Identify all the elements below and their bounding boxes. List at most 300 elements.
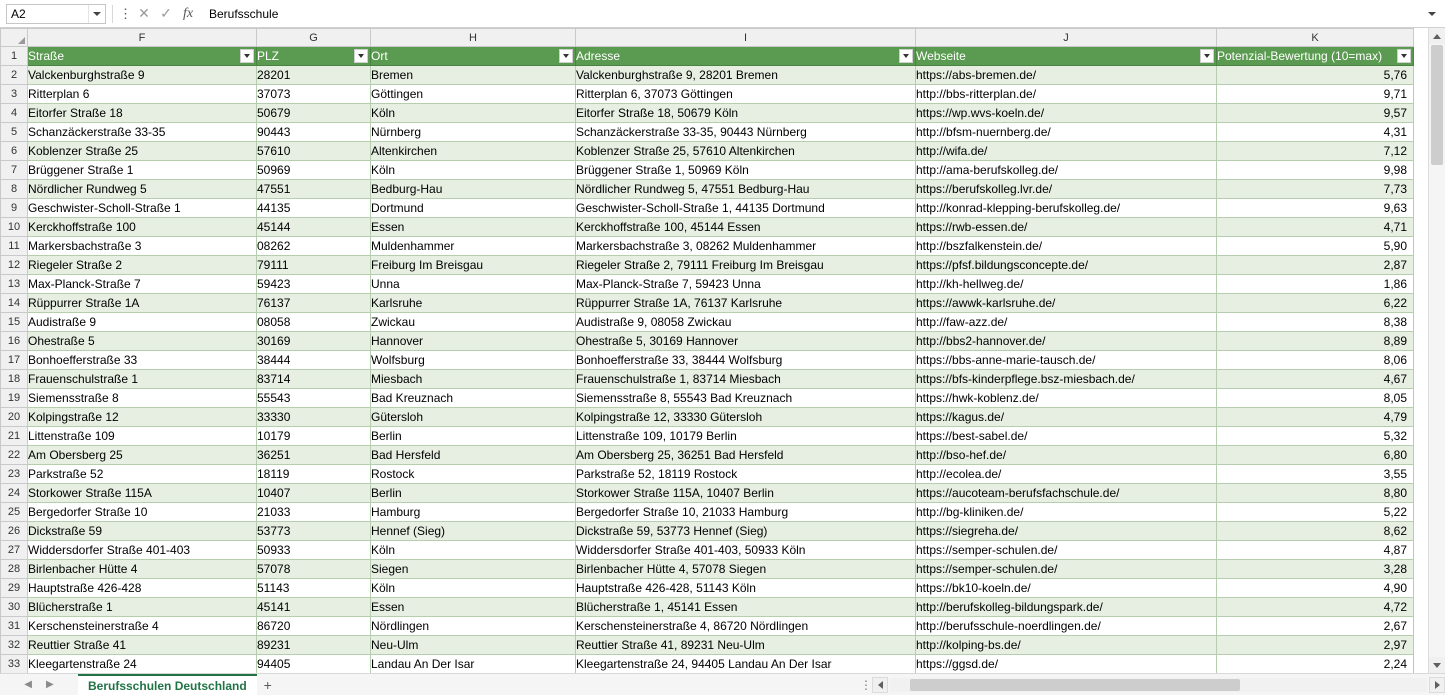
row-header-29[interactable]: 29 <box>1 579 28 598</box>
cell-ort[interactable]: Hannover <box>371 332 576 351</box>
expand-formula-bar-icon[interactable] <box>1423 3 1441 25</box>
filter-dropdown-icon[interactable] <box>240 49 254 63</box>
cell-potenzial-bewertung[interactable]: 2,87 <box>1217 256 1414 275</box>
table-row[interactable] <box>1 522 1414 541</box>
cell-potenzial-bewertung[interactable]: 5,32 <box>1217 427 1414 446</box>
row-header-33[interactable]: 33 <box>1 655 28 674</box>
cell-plz[interactable]: 18119 <box>257 465 371 484</box>
cell-adresse[interactable]: Dickstraße 59, 53773 Hennef (Sieg) <box>576 522 916 541</box>
table-row[interactable] <box>1 636 1414 655</box>
cell-strasse[interactable]: Blücherstraße 1 <box>28 598 257 617</box>
cell-webseite[interactable]: http://kh-hellweg.de/ <box>916 275 1217 294</box>
cell-adresse[interactable]: Eitorfer Straße 18, 50679 Köln <box>576 104 916 123</box>
cell-ort[interactable]: Landau An Der Isar <box>371 655 576 674</box>
cell-strasse[interactable]: Geschwister-Scholl-Straße 1 <box>28 199 257 218</box>
name-box-dropdown-icon[interactable] <box>88 5 105 23</box>
cell-webseite[interactable]: http://berufskolleg-bildungspark.de/ <box>916 598 1217 617</box>
cell-ort[interactable]: Bedburg-Hau <box>371 180 576 199</box>
row-header-14[interactable]: 14 <box>1 294 28 313</box>
cancel-edit-icon[interactable]: ✕ <box>138 5 150 21</box>
cell-strasse[interactable]: Kerschensteinerstraße 4 <box>28 617 257 636</box>
table-row[interactable] <box>1 66 1414 85</box>
cell-potenzial-bewertung[interactable]: 4,72 <box>1217 598 1414 617</box>
cell-strasse[interactable]: Rüppurrer Straße 1A <box>28 294 257 313</box>
cell-ort[interactable]: Zwickau <box>371 313 576 332</box>
cell-strasse[interactable]: Hauptstraße 426-428 <box>28 579 257 598</box>
row-header-22[interactable]: 22 <box>1 446 28 465</box>
cell-adresse[interactable]: Ritterplan 6, 37073 Göttingen <box>576 85 916 104</box>
cell-adresse[interactable]: Riegeler Straße 2, 79111 Freiburg Im Breisgau <box>576 256 916 275</box>
cell-plz[interactable]: 50969 <box>257 161 371 180</box>
table-row[interactable] <box>1 389 1414 408</box>
cell-adresse[interactable]: Littenstraße 109, 10179 Berlin <box>576 427 916 446</box>
cell-plz[interactable]: 08058 <box>257 313 371 332</box>
cell-potenzial-bewertung[interactable]: 3,55 <box>1217 465 1414 484</box>
header-webseite[interactable] <box>916 47 1217 66</box>
row-header-20[interactable]: 20 <box>1 408 28 427</box>
column-header-H[interactable]: H <box>371 29 576 47</box>
cell-ort[interactable]: Nördlingen <box>371 617 576 636</box>
cell-strasse[interactable]: Markersbachstraße 3 <box>28 237 257 256</box>
cell-webseite[interactable]: https://ggsd.de/ <box>916 655 1217 674</box>
cell-potenzial-bewertung[interactable]: 8,05 <box>1217 389 1414 408</box>
cell-webseite[interactable]: https://bbs-anne-marie-tausch.de/ <box>916 351 1217 370</box>
table-row[interactable] <box>1 104 1414 123</box>
row-header-31[interactable]: 31 <box>1 617 28 636</box>
filter-dropdown-icon[interactable] <box>1200 49 1214 63</box>
filter-dropdown-icon[interactable] <box>354 49 368 63</box>
cell-ort[interactable]: Neu-Ulm <box>371 636 576 655</box>
split-handle-icon[interactable]: ⋮ <box>860 678 872 692</box>
row-header-5[interactable]: 5 <box>1 123 28 142</box>
cell-plz[interactable]: 55543 <box>257 389 371 408</box>
cell-adresse[interactable]: Hauptstraße 426-428, 51143 Köln <box>576 579 916 598</box>
table-row[interactable] <box>1 161 1414 180</box>
confirm-edit-icon[interactable]: ✓ <box>160 5 172 21</box>
formula-input[interactable]: Berufsschule <box>205 4 1421 24</box>
cell-ort[interactable]: Essen <box>371 598 576 617</box>
cell-potenzial-bewertung[interactable]: 7,73 <box>1217 180 1414 199</box>
row-header-23[interactable]: 23 <box>1 465 28 484</box>
cell-plz[interactable]: 10407 <box>257 484 371 503</box>
cell-potenzial-bewertung[interactable]: 6,80 <box>1217 446 1414 465</box>
cell-adresse[interactable]: Am Obersberg 25, 36251 Bad Hersfeld <box>576 446 916 465</box>
cell-potenzial-bewertung[interactable]: 2,97 <box>1217 636 1414 655</box>
row-header-17[interactable]: 17 <box>1 351 28 370</box>
cell-adresse[interactable]: Geschwister-Scholl-Straße 1, 44135 Dortmund <box>576 199 916 218</box>
cell-ort[interactable]: Siegen <box>371 560 576 579</box>
column-header-K[interactable]: K <box>1217 29 1414 47</box>
cell-webseite[interactable]: https://rwb-essen.de/ <box>916 218 1217 237</box>
cell-strasse[interactable]: Bonhoefferstraße 33 <box>28 351 257 370</box>
table-row[interactable] <box>1 427 1414 446</box>
cell-adresse[interactable]: Audistraße 9, 08058 Zwickau <box>576 313 916 332</box>
cell-potenzial-bewertung[interactable]: 4,87 <box>1217 541 1414 560</box>
cell-potenzial-bewertung[interactable]: 7,12 <box>1217 142 1414 161</box>
header-strasse[interactable] <box>28 47 257 66</box>
cell-webseite[interactable]: http://ecolea.de/ <box>916 465 1217 484</box>
cell-strasse[interactable]: Kleegartenstraße 24 <box>28 655 257 674</box>
cell-strasse[interactable]: Max-Planck-Straße 7 <box>28 275 257 294</box>
cell-strasse[interactable]: Riegeler Straße 2 <box>28 256 257 275</box>
row-header-24[interactable]: 24 <box>1 484 28 503</box>
cell-plz[interactable]: 94405 <box>257 655 371 674</box>
cell-plz[interactable]: 57610 <box>257 142 371 161</box>
row-header-10[interactable]: 10 <box>1 218 28 237</box>
cell-strasse[interactable]: Littenstraße 109 <box>28 427 257 446</box>
row-header-11[interactable]: 11 <box>1 237 28 256</box>
cell-strasse[interactable]: Bergedorfer Straße 10 <box>28 503 257 522</box>
cell-adresse[interactable]: Schanzäckerstraße 33-35, 90443 Nürnberg <box>576 123 916 142</box>
cell-strasse[interactable]: Brüggener Straße 1 <box>28 161 257 180</box>
header-strasse-label: Straße <box>28 49 65 63</box>
cell-plz[interactable]: 37073 <box>257 85 371 104</box>
cell-strasse[interactable]: Reuttier Straße 41 <box>28 636 257 655</box>
cell-plz[interactable]: 10179 <box>257 427 371 446</box>
cell-strasse[interactable]: Dickstraße 59 <box>28 522 257 541</box>
cell-ort[interactable]: Bad Kreuznach <box>371 389 576 408</box>
cell-strasse[interactable]: Nördlicher Rundweg 5 <box>28 180 257 199</box>
filter-dropdown-icon[interactable] <box>559 49 573 63</box>
cell-plz[interactable]: 57078 <box>257 560 371 579</box>
cell-potenzial-bewertung[interactable]: 9,57 <box>1217 104 1414 123</box>
cell-plz[interactable]: 90443 <box>257 123 371 142</box>
cell-ort[interactable]: Freiburg Im Breisgau <box>371 256 576 275</box>
cell-plz[interactable]: 79111 <box>257 256 371 275</box>
row-header-25[interactable]: 25 <box>1 503 28 522</box>
add-sheet-icon[interactable]: + <box>263 676 272 693</box>
row-header-12[interactable]: 12 <box>1 256 28 275</box>
cell-adresse[interactable]: Storkower Straße 115A, 10407 Berlin <box>576 484 916 503</box>
last-sheet-icon[interactable]: ▶ <box>46 679 54 690</box>
cell-potenzial-bewertung[interactable]: 8,89 <box>1217 332 1414 351</box>
cell-webseite[interactable]: https://best-sabel.de/ <box>916 427 1217 446</box>
cell-plz[interactable]: 51143 <box>257 579 371 598</box>
cell-ort[interactable]: Gütersloh <box>371 408 576 427</box>
cell-plz[interactable]: 45144 <box>257 218 371 237</box>
table-row[interactable] <box>1 218 1414 237</box>
row-header-32[interactable]: 32 <box>1 636 28 655</box>
vertical-scroll-thumb[interactable] <box>1431 45 1443 165</box>
cell-plz[interactable]: 44135 <box>257 199 371 218</box>
scroll-up-button[interactable] <box>1429 28 1445 44</box>
cell-ort[interactable]: Köln <box>371 104 576 123</box>
cell-webseite[interactable]: http://konrad-klepping-berufskolleg.de/ <box>916 199 1217 218</box>
table-row[interactable] <box>1 294 1414 313</box>
cell-ort[interactable]: Essen <box>371 218 576 237</box>
cell-ort[interactable]: Berlin <box>371 427 576 446</box>
cell-strasse[interactable]: Widdersdorfer Straße 401-403 <box>28 541 257 560</box>
row-header-13[interactable]: 13 <box>1 275 28 294</box>
table-row[interactable] <box>1 332 1414 351</box>
cell-webseite[interactable]: https://bk10-koeln.de/ <box>916 579 1217 598</box>
cell-potenzial-bewertung[interactable]: 8,38 <box>1217 313 1414 332</box>
cell-plz[interactable]: 83714 <box>257 370 371 389</box>
cell-adresse[interactable]: Koblenzer Straße 25, 57610 Altenkirchen <box>576 142 916 161</box>
cell-ort[interactable]: Bad Hersfeld <box>371 446 576 465</box>
cell-ort[interactable]: Göttingen <box>371 85 576 104</box>
cell-strasse[interactable]: Am Obersberg 25 <box>28 446 257 465</box>
cell-potenzial-bewertung[interactable]: 4,31 <box>1217 123 1414 142</box>
cell-adresse[interactable]: Kleegartenstraße 24, 94405 Landau An Der Isar <box>576 655 916 674</box>
cell-webseite[interactable]: http://bbs-ritterplan.de/ <box>916 85 1217 104</box>
cell-webseite[interactable]: http://ama-berufskolleg.de/ <box>916 161 1217 180</box>
cell-adresse[interactable]: Brüggener Straße 1, 50969 Köln <box>576 161 916 180</box>
cell-ort[interactable]: Bremen <box>371 66 576 85</box>
row-header-8[interactable]: 8 <box>1 180 28 199</box>
horizontal-scrollbar[interactable] <box>860 674 1445 696</box>
table-row[interactable] <box>1 446 1414 465</box>
cell-webseite[interactable]: https://berufskolleg.lvr.de/ <box>916 180 1217 199</box>
cell-plz[interactable]: 21033 <box>257 503 371 522</box>
filter-dropdown-icon[interactable] <box>1397 49 1411 63</box>
cell-webseite[interactable]: http://bszfalkenstein.de/ <box>916 237 1217 256</box>
cell-ort[interactable]: Rostock <box>371 465 576 484</box>
cell-ort[interactable]: Karlsruhe <box>371 294 576 313</box>
scroll-down-button[interactable] <box>1429 657 1445 673</box>
cell-adresse[interactable]: Widdersdorfer Straße 401-403, 50933 Köln <box>576 541 916 560</box>
cell-potenzial-bewertung[interactable]: 8,62 <box>1217 522 1414 541</box>
cell-strasse[interactable]: Valckenburghstraße 9 <box>28 66 257 85</box>
row-header-15[interactable]: 15 <box>1 313 28 332</box>
cell-plz[interactable]: 33330 <box>257 408 371 427</box>
row-header-1[interactable]: 1 <box>1 47 28 66</box>
row-header-30[interactable]: 30 <box>1 598 28 617</box>
table-row[interactable] <box>1 370 1414 389</box>
cell-ort[interactable]: Miesbach <box>371 370 576 389</box>
cell-adresse[interactable]: Valckenburghstraße 9, 28201 Bremen <box>576 66 916 85</box>
cell-ort[interactable]: Köln <box>371 161 576 180</box>
cell-adresse[interactable]: Bergedorfer Straße 10, 21033 Hamburg <box>576 503 916 522</box>
table-row[interactable] <box>1 275 1414 294</box>
insert-function-icon[interactable]: fx <box>182 5 194 21</box>
cell-webseite[interactable]: http://faw-azz.de/ <box>916 313 1217 332</box>
cell-ort[interactable]: Dortmund <box>371 199 576 218</box>
cell-ort[interactable]: Muldenhammer <box>371 237 576 256</box>
cell-strasse[interactable]: Schanzäckerstraße 33-35 <box>28 123 257 142</box>
header-ort[interactable] <box>371 47 576 66</box>
cell-strasse[interactable]: Kolpingstraße 12 <box>28 408 257 427</box>
table-row[interactable] <box>1 237 1414 256</box>
cell-webseite[interactable]: https://pfsf.bildungsconcepte.de/ <box>916 256 1217 275</box>
table-row[interactable] <box>1 123 1414 142</box>
cell-potenzial-bewertung[interactable]: 4,79 <box>1217 408 1414 427</box>
header-adresse[interactable] <box>576 47 916 66</box>
cell-webseite[interactable]: https://bfs-kinderpflege.bsz-miesbach.de/ <box>916 370 1217 389</box>
cell-plz[interactable]: 53773 <box>257 522 371 541</box>
column-header-J[interactable]: J <box>916 29 1217 47</box>
cell-strasse[interactable]: Siemensstraße 8 <box>28 389 257 408</box>
row-header-3[interactable]: 3 <box>1 85 28 104</box>
header-potenzial-bewertung[interactable] <box>1217 47 1414 66</box>
cell-strasse[interactable]: Kerckhoffstraße 100 <box>28 218 257 237</box>
cell-webseite[interactable]: https://semper-schulen.de/ <box>916 560 1217 579</box>
cell-adresse[interactable]: Siemensstraße 8, 55543 Bad Kreuznach <box>576 389 916 408</box>
row-header-26[interactable]: 26 <box>1 522 28 541</box>
cell-ort[interactable]: Köln <box>371 579 576 598</box>
cell-potenzial-bewertung[interactable]: 3,28 <box>1217 560 1414 579</box>
row-header-9[interactable]: 9 <box>1 199 28 218</box>
cell-potenzial-bewertung[interactable]: 2,24 <box>1217 655 1414 674</box>
table-row[interactable] <box>1 655 1414 674</box>
table-row[interactable] <box>1 503 1414 522</box>
vertical-scrollbar[interactable] <box>1428 28 1445 673</box>
name-box[interactable] <box>6 4 106 24</box>
cell-ort[interactable]: Nürnberg <box>371 123 576 142</box>
cell-strasse[interactable]: Parkstraße 52 <box>28 465 257 484</box>
cell-adresse[interactable]: Max-Planck-Straße 7, 59423 Unna <box>576 275 916 294</box>
row-header-21[interactable]: 21 <box>1 427 28 446</box>
table-row[interactable] <box>1 313 1414 332</box>
row-header-28[interactable]: 28 <box>1 560 28 579</box>
table-row[interactable] <box>1 465 1414 484</box>
cell-plz[interactable]: 45141 <box>257 598 371 617</box>
sheet-tab-berufsschulen-deutschland[interactable]: Berufsschulen Deutschland <box>78 674 257 695</box>
cell-strasse[interactable]: Ritterplan 6 <box>28 85 257 104</box>
scroll-left-button[interactable] <box>872 677 888 693</box>
cell-potenzial-bewertung[interactable]: 5,22 <box>1217 503 1414 522</box>
cell-potenzial-bewertung[interactable]: 5,90 <box>1217 237 1414 256</box>
table-row[interactable] <box>1 142 1414 161</box>
table-row[interactable] <box>1 199 1414 218</box>
cell-plz[interactable]: 50933 <box>257 541 371 560</box>
table-row[interactable] <box>1 180 1414 199</box>
cell-ort[interactable]: Berlin <box>371 484 576 503</box>
spreadsheet-grid[interactable] <box>0 28 1445 673</box>
row-header-19[interactable]: 19 <box>1 389 28 408</box>
table-row[interactable] <box>1 256 1414 275</box>
cell-plz[interactable]: 89231 <box>257 636 371 655</box>
cell-webseite[interactable]: http://bso-hef.de/ <box>916 446 1217 465</box>
table-row[interactable] <box>1 579 1414 598</box>
cell-ort[interactable]: Köln <box>371 541 576 560</box>
horizontal-scroll-track[interactable] <box>890 678 1427 692</box>
table-row[interactable] <box>1 560 1414 579</box>
cell-potenzial-bewertung[interactable]: 4,67 <box>1217 370 1414 389</box>
scroll-right-button[interactable] <box>1429 677 1445 693</box>
cell-plz[interactable]: 86720 <box>257 617 371 636</box>
cell-plz[interactable]: 50679 <box>257 104 371 123</box>
cell-ort[interactable]: Hamburg <box>371 503 576 522</box>
cell-ort[interactable]: Hennef (Sieg) <box>371 522 576 541</box>
cell-webseite[interactable]: http://bfsm-nuernberg.de/ <box>916 123 1217 142</box>
cell-potenzial-bewertung[interactable]: 8,80 <box>1217 484 1414 503</box>
cell-strasse[interactable]: Frauenschulstraße 1 <box>28 370 257 389</box>
cell-ort[interactable]: Wolfsburg <box>371 351 576 370</box>
cell-adresse[interactable]: Kerschensteinerstraße 4, 86720 Nördlingen <box>576 617 916 636</box>
cell-strasse[interactable]: Eitorfer Straße 18 <box>28 104 257 123</box>
row-header-4[interactable]: 4 <box>1 104 28 123</box>
cell-plz[interactable]: 08262 <box>257 237 371 256</box>
cell-webseite[interactable]: https://aucoteam-berufsfachschule.de/ <box>916 484 1217 503</box>
cell-adresse[interactable]: Rüppurrer Straße 1A, 76137 Karlsruhe <box>576 294 916 313</box>
first-sheet-icon[interactable]: ◀ <box>24 679 32 690</box>
table-row[interactable] <box>1 408 1414 427</box>
cell-potenzial-bewertung[interactable]: 9,71 <box>1217 85 1414 104</box>
cell-plz[interactable]: 28201 <box>257 66 371 85</box>
cell-potenzial-bewertung[interactable]: 4,90 <box>1217 579 1414 598</box>
cell-adresse[interactable]: Bonhoefferstraße 33, 38444 Wolfsburg <box>576 351 916 370</box>
cell-webseite[interactable]: http://wifa.de/ <box>916 142 1217 161</box>
table-row[interactable] <box>1 541 1414 560</box>
cell-adresse[interactable]: Frauenschulstraße 1, 83714 Miesbach <box>576 370 916 389</box>
filter-dropdown-icon[interactable] <box>899 49 913 63</box>
row-header-18[interactable]: 18 <box>1 370 28 389</box>
cell-strasse[interactable]: Storkower Straße 115A <box>28 484 257 503</box>
table-row[interactable] <box>1 484 1414 503</box>
cell-adresse[interactable]: Ohestraße 5, 30169 Hannover <box>576 332 916 351</box>
table-row[interactable] <box>1 351 1414 370</box>
cell-webseite[interactable]: https://awwk-karlsruhe.de/ <box>916 294 1217 313</box>
cell-webseite[interactable]: http://bg-kliniken.de/ <box>916 503 1217 522</box>
cell-adresse[interactable]: Nördlicher Rundweg 5, 47551 Bedburg-Hau <box>576 180 916 199</box>
cell-strasse[interactable]: Koblenzer Straße 25 <box>28 142 257 161</box>
cell-potenzial-bewertung[interactable]: 5,76 <box>1217 66 1414 85</box>
cell-webseite[interactable]: https://kagus.de/ <box>916 408 1217 427</box>
cell-potenzial-bewertung[interactable]: 2,67 <box>1217 617 1414 636</box>
table-row[interactable] <box>1 617 1414 636</box>
select-all-corner[interactable] <box>1 29 28 47</box>
cell-adresse[interactable]: Kolpingstraße 12, 33330 Gütersloh <box>576 408 916 427</box>
cell-potenzial-bewertung[interactable]: 4,71 <box>1217 218 1414 237</box>
more-options-icon[interactable]: ⋮ <box>119 5 133 21</box>
cell-adresse[interactable]: Birlenbacher Hütte 4, 57078 Siegen <box>576 560 916 579</box>
cell-adresse[interactable]: Kerckhoffstraße 100, 45144 Essen <box>576 218 916 237</box>
cell-adresse[interactable]: Parkstraße 52, 18119 Rostock <box>576 465 916 484</box>
cell-strasse[interactable]: Audistraße 9 <box>28 313 257 332</box>
cell-potenzial-bewertung[interactable]: 6,22 <box>1217 294 1414 313</box>
row-header-27[interactable]: 27 <box>1 541 28 560</box>
row-header-7[interactable]: 7 <box>1 161 28 180</box>
column-header-F[interactable]: F <box>28 29 257 47</box>
cell-strasse[interactable]: Birlenbacher Hütte 4 <box>28 560 257 579</box>
cell-adresse[interactable]: Blücherstraße 1, 45141 Essen <box>576 598 916 617</box>
cell-webseite[interactable]: https://wp.wvs-koeln.de/ <box>916 104 1217 123</box>
cell-potenzial-bewertung[interactable]: 1,86 <box>1217 275 1414 294</box>
column-header-G[interactable]: G <box>257 29 371 47</box>
column-header-I[interactable]: I <box>576 29 916 47</box>
cell-potenzial-bewertung[interactable]: 9,98 <box>1217 161 1414 180</box>
table-row[interactable] <box>1 598 1414 617</box>
cell-adresse[interactable]: Markersbachstraße 3, 08262 Muldenhammer <box>576 237 916 256</box>
cell-plz[interactable]: 38444 <box>257 351 371 370</box>
table-row[interactable] <box>1 85 1414 104</box>
cell-potenzial-bewertung[interactable]: 9,63 <box>1217 199 1414 218</box>
cell-plz[interactable]: 59423 <box>257 275 371 294</box>
cell-webseite[interactable]: https://semper-schulen.de/ <box>916 541 1217 560</box>
cell-plz[interactable]: 76137 <box>257 294 371 313</box>
cell-webseite[interactable]: http://kolping-bs.de/ <box>916 636 1217 655</box>
cell-webseite[interactable]: http://bbs2-hannover.de/ <box>916 332 1217 351</box>
header-plz[interactable] <box>257 47 371 66</box>
cell-plz[interactable]: 30169 <box>257 332 371 351</box>
cell-strasse[interactable]: Ohestraße 5 <box>28 332 257 351</box>
cell-ort[interactable]: Unna <box>371 275 576 294</box>
cell-potenzial-bewertung[interactable]: 8,06 <box>1217 351 1414 370</box>
row-header-6[interactable]: 6 <box>1 142 28 161</box>
cell-webseite[interactable]: http://berufsschule-noerdlingen.de/ <box>916 617 1217 636</box>
cell-ort[interactable]: Altenkirchen <box>371 142 576 161</box>
row-header-2[interactable]: 2 <box>1 66 28 85</box>
cell-plz[interactable]: 47551 <box>257 180 371 199</box>
cell-webseite[interactable]: https://hwk-koblenz.de/ <box>916 389 1217 408</box>
cell-adresse[interactable]: Reuttier Straße 41, 89231 Neu-Ulm <box>576 636 916 655</box>
horizontal-scroll-thumb[interactable] <box>910 679 1240 691</box>
row-header-16[interactable]: 16 <box>1 332 28 351</box>
cell-webseite[interactable]: https://siegreha.de/ <box>916 522 1217 541</box>
cell-plz[interactable]: 36251 <box>257 446 371 465</box>
cell-webseite[interactable]: https://abs-bremen.de/ <box>916 66 1217 85</box>
